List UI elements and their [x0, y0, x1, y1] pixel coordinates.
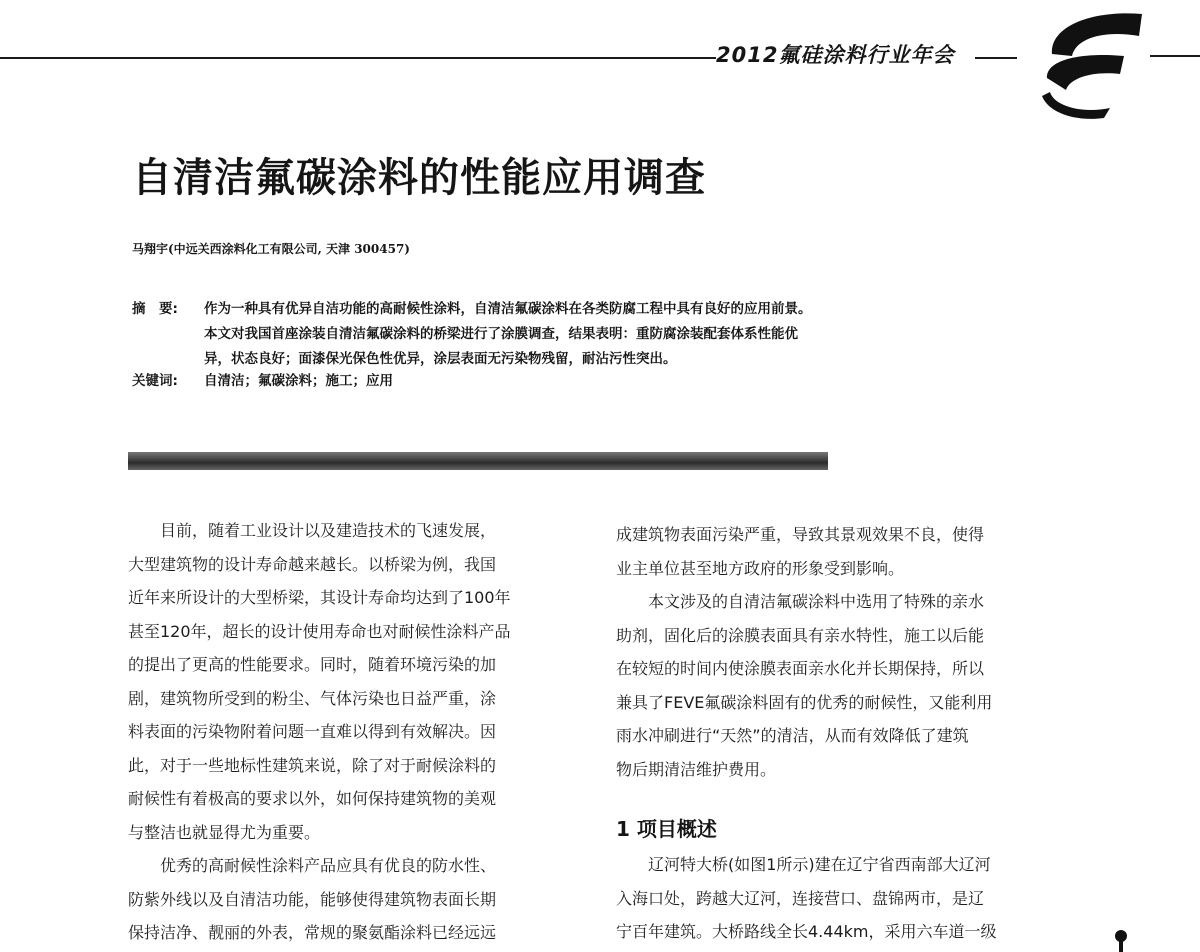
body-line: 兼具了FEVE氟碳涂料固有的优秀的耐候性，又能利用 [616, 692, 993, 712]
keywords-row [132, 369, 393, 394]
body-line: 防紫外线以及自清洁功能，能够使得建筑物表面长期 [128, 889, 497, 909]
header-rule-left [0, 57, 716, 59]
section-heading: 1 项目概述 [616, 817, 717, 841]
body-line: 优秀的高耐候性涂料产品应具有优良的防水性、 [128, 856, 497, 875]
body-left-column [128, 514, 511, 950]
body-line: 大型建筑物的设计寿命越来越长。以桥梁为例，我国 [128, 554, 497, 574]
body-line: 目前，随着工业设计以及建造技术的飞速发展， [128, 521, 497, 540]
abstract-line: 作为一种具有优异自洁功能的高耐候性涂料，自清洁氟碳涂料在各类防腐工程中具有良好的应用前景。 [204, 301, 812, 317]
body-line: 耐候性有着极高的要求以外，如何保持建筑物的美观 [128, 789, 497, 808]
section-separator-bar [128, 452, 828, 470]
page-marker-stem [1119, 938, 1123, 952]
abstract-line: 本文对我国首座涂装自清洁氟碳涂料的桥梁进行了涂膜调查，结果表明：重防腐涂装配套体系性能优 [204, 326, 798, 342]
abstract-first-line [132, 297, 812, 322]
body-line: 宁百年建筑。大桥路线全长4.44km，采用六车道一级 [616, 922, 997, 941]
body-line: 甚至120年，超长的设计使用寿命也对耐候性涂料产品 [128, 621, 511, 641]
body-line: 成建筑物表面污染严重，导致其景观效果不良，使得 [616, 525, 985, 544]
body-right-column [616, 518, 992, 786]
body-line: 与整洁也就显得尤为重要。 [128, 822, 321, 842]
body-right-column-section [616, 848, 996, 949]
body-line: 物后期清洁维护费用。 [616, 759, 777, 779]
keywords-label: 关键词: [132, 373, 178, 389]
author-affiliation: 马翔宇(中远关西涂料化工有限公司, 天津 300457) [132, 242, 410, 256]
body-line: 入海口处，跨越大辽河，连接营口、盘锦两市，是辽 [616, 888, 985, 908]
body-line: 本文涉及的自清洁氟碳涂料中选用了特殊的亲水 [616, 592, 985, 611]
body-line: 近年来所设计的大型桥梁，其设计寿命均达到了100年 [128, 588, 511, 607]
body-line: 业主单位甚至地方政府的形象受到影响。 [616, 558, 905, 578]
body-line: 在较短的时间内使涂膜表面亲水化并长期保持，所以 [616, 659, 985, 678]
header-rule-right [1150, 55, 1200, 57]
body-line: 辽河特大桥(如图1所示)建在辽宁省西南部大辽河 [616, 855, 991, 874]
body-line: 此，对于一些地标性建筑来说，除了对于耐候涂料的 [128, 755, 497, 775]
paper-title: 自清洁氟碳涂料的性能应用调查 [132, 155, 706, 201]
journal-logo-icon [1030, 8, 1148, 120]
header-rule-strike [975, 57, 1017, 59]
body-line: 剧，建筑物所受到的粉尘、气体污染也日益严重，涂 [128, 688, 497, 708]
conference-title: 2012氟硅涂料行业年会 [716, 43, 955, 67]
body-line: 的提出了更高的性能要求。同时，随着环境污染的加 [128, 655, 497, 674]
abstract-line: 异，状态良好；面漆保光保色性优异，涂层表面无污染物残留，耐沾污性突出。 [204, 351, 677, 367]
body-line: 料表面的污染物附着问题一直难以得到有效解决。因 [128, 722, 497, 741]
body-line: 助剂，固化后的涂膜表面具有亲水特性，施工以后能 [616, 625, 985, 645]
abstract-label: 摘 要: [132, 301, 178, 317]
keywords-list: 自清洁；氟碳涂料；施工；应用 [204, 373, 393, 389]
body-line: 雨水冲刷进行“天然”的清洁，从而有效降低了建筑 [616, 726, 969, 745]
body-line: 保持洁净、靓丽的外表，常规的聚氨酯涂料已经远远 [128, 923, 497, 942]
